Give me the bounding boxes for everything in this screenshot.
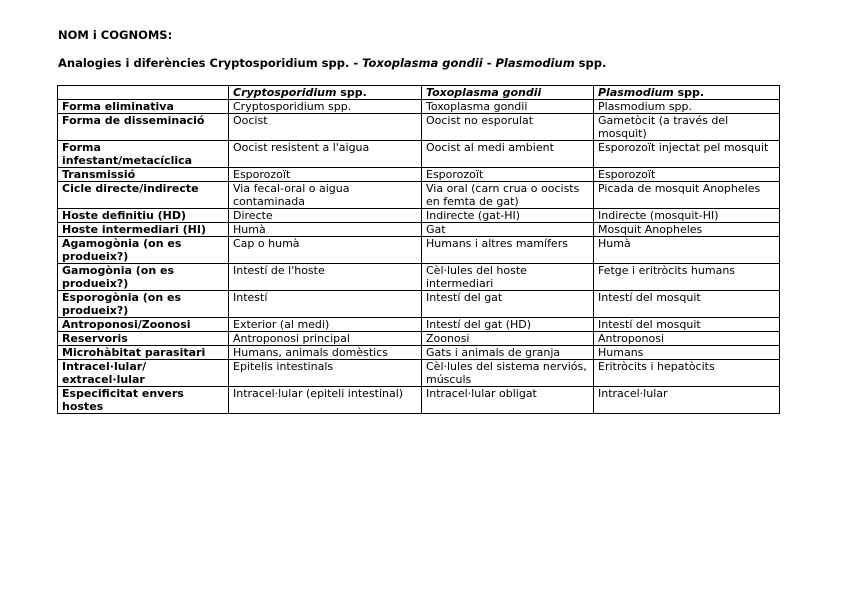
cell-cryptosporidium: Oocist resistent a l'aigua (229, 141, 422, 168)
table-row (58, 141, 780, 168)
row-label: Especificitat envers hostes (58, 387, 229, 414)
cell-plasmodium: Intestí del mosquit (594, 291, 780, 318)
table-row (58, 100, 780, 114)
cell-plasmodium: Humans (594, 346, 780, 360)
table-row (58, 291, 780, 318)
table-row (58, 360, 780, 387)
cell-toxoplasma: Humans i altres mamífers (422, 237, 594, 264)
cell-cryptosporidium: Intracel·lular (epiteli intestinal) (229, 387, 422, 414)
table-row (58, 318, 780, 332)
name-label: NOM i COGNOMS: (58, 28, 173, 42)
comparison-table (57, 85, 780, 414)
cell-cryptosporidium: Antroponosi principal (229, 332, 422, 346)
cell-toxoplasma: Via oral (carn crua o oocists en femta de gat) (422, 182, 594, 209)
cell-cryptosporidium: Cryptosporidium spp. (229, 100, 422, 114)
cell-toxoplasma: Esporozoït (422, 168, 594, 182)
row-label: Forma infestant/metacíclica (58, 141, 229, 168)
cell-plasmodium: Antroponosi (594, 332, 780, 346)
table-row (58, 182, 780, 209)
header-toxo-italic: Toxoplasma gondii (426, 86, 542, 99)
cell-cryptosporidium: Humà (229, 223, 422, 237)
cell-cryptosporidium: Esporozoït (229, 168, 422, 182)
cell-plasmodium: Fetge i eritròcits humans (594, 264, 780, 291)
cell-cryptosporidium: Cap o humà (229, 237, 422, 264)
cell-plasmodium: Plasmodium spp. (594, 100, 780, 114)
title-organism-2: Toxoplasma gondii (362, 56, 483, 70)
cell-cryptosporidium: Oocist (229, 114, 422, 141)
cell-toxoplasma: Oocist al medi ambient (422, 141, 594, 168)
cell-cryptosporidium: Intestí de l'hoste (229, 264, 422, 291)
table-row (58, 114, 780, 141)
row-label: Reservoris (58, 332, 229, 346)
title-organism-1: Cryptosporidium spp. (209, 56, 350, 70)
header-cell-cryptosporidium (229, 86, 422, 100)
table-row (58, 223, 780, 237)
cell-plasmodium: Intracel·lular (594, 387, 780, 414)
cell-toxoplasma: Gats i animals de granja (422, 346, 594, 360)
cell-toxoplasma: Intestí del gat (422, 291, 594, 318)
table-row (58, 332, 780, 346)
row-label: Forma eliminativa (58, 100, 229, 114)
row-label: Gamogònia (on es produeix?) (58, 264, 229, 291)
row-label: Transmissió (58, 168, 229, 182)
row-label: Intracel·lular/ extracel·lular (58, 360, 229, 387)
header-cell-plasmodium (594, 86, 780, 100)
header-crypto-italic: Cryptosporidium (233, 86, 337, 99)
row-label: Hoste definitiu (HD) (58, 209, 229, 223)
row-label: Forma de disseminació (58, 114, 229, 141)
cell-toxoplasma: Cèl·lules del sistema nerviós, músculs (422, 360, 594, 387)
cell-toxoplasma: Zoonosi (422, 332, 594, 346)
cell-plasmodium: Indirecte (mosquit-HI) (594, 209, 780, 223)
table-header-row (58, 86, 780, 100)
row-label: Microhàbitat parasitari (58, 346, 229, 360)
cell-cryptosporidium: Epitelis intestinals (229, 360, 422, 387)
cell-cryptosporidium: Via fecal-oral o aigua contaminada (229, 182, 422, 209)
table-row (58, 209, 780, 223)
row-label: Esporogònia (on es produeix?) (58, 291, 229, 318)
cell-plasmodium: Mosquit Anopheles (594, 223, 780, 237)
cell-toxoplasma: Cèl·lules del hoste intermediari (422, 264, 594, 291)
cell-cryptosporidium: Exterior (al medi) (229, 318, 422, 332)
row-label: Antroponosi/Zoonosi (58, 318, 229, 332)
header-cell-toxoplasma (422, 86, 594, 100)
header-plasmo-italic: Plasmodium (598, 86, 674, 99)
table-row (58, 237, 780, 264)
title-prefix: Analogies i diferències (58, 56, 210, 70)
document-title (58, 56, 606, 70)
table-row (58, 168, 780, 182)
header-crypto-rest: spp. (336, 86, 367, 99)
cell-toxoplasma: Gat (422, 223, 594, 237)
row-label: Cicle directe/indirecte (58, 182, 229, 209)
cell-cryptosporidium: Directe (229, 209, 422, 223)
cell-toxoplasma: Toxoplasma gondii (422, 100, 594, 114)
cell-plasmodium: Eritròcits i hepatòcits (594, 360, 780, 387)
cell-toxoplasma: Oocist no esporulat (422, 114, 594, 141)
cell-toxoplasma: Indirecte (gat-HI) (422, 209, 594, 223)
row-label: Hoste intermediari (HI) (58, 223, 229, 237)
header-cell-empty (58, 86, 229, 100)
cell-plasmodium: Picada de mosquit Anopheles (594, 182, 780, 209)
cell-plasmodium: Esporozoït injectat pel mosquit (594, 141, 780, 168)
title-separator-2: - (482, 56, 496, 70)
cell-toxoplasma: Intracel·lular obligat (422, 387, 594, 414)
cell-plasmodium: Intestí del mosquit (594, 318, 780, 332)
cell-cryptosporidium: Humans, animals domèstics (229, 346, 422, 360)
cell-cryptosporidium: Intestí (229, 291, 422, 318)
cell-plasmodium: Esporozoït (594, 168, 780, 182)
title-organism-3-suffix: spp. (574, 56, 607, 70)
row-label: Agamogònia (on es produeix?) (58, 237, 229, 264)
title-organism-3: Plasmodium (495, 56, 575, 70)
table-row (58, 346, 780, 360)
cell-plasmodium: Gametòcit (a través del mosquit) (594, 114, 780, 141)
table-row (58, 264, 780, 291)
cell-plasmodium: Humà (594, 237, 780, 264)
cell-toxoplasma: Intestí del gat (HD) (422, 318, 594, 332)
title-separator-1: - (349, 56, 363, 70)
header-plasmo-rest: spp. (673, 86, 705, 99)
table-row (58, 387, 780, 414)
